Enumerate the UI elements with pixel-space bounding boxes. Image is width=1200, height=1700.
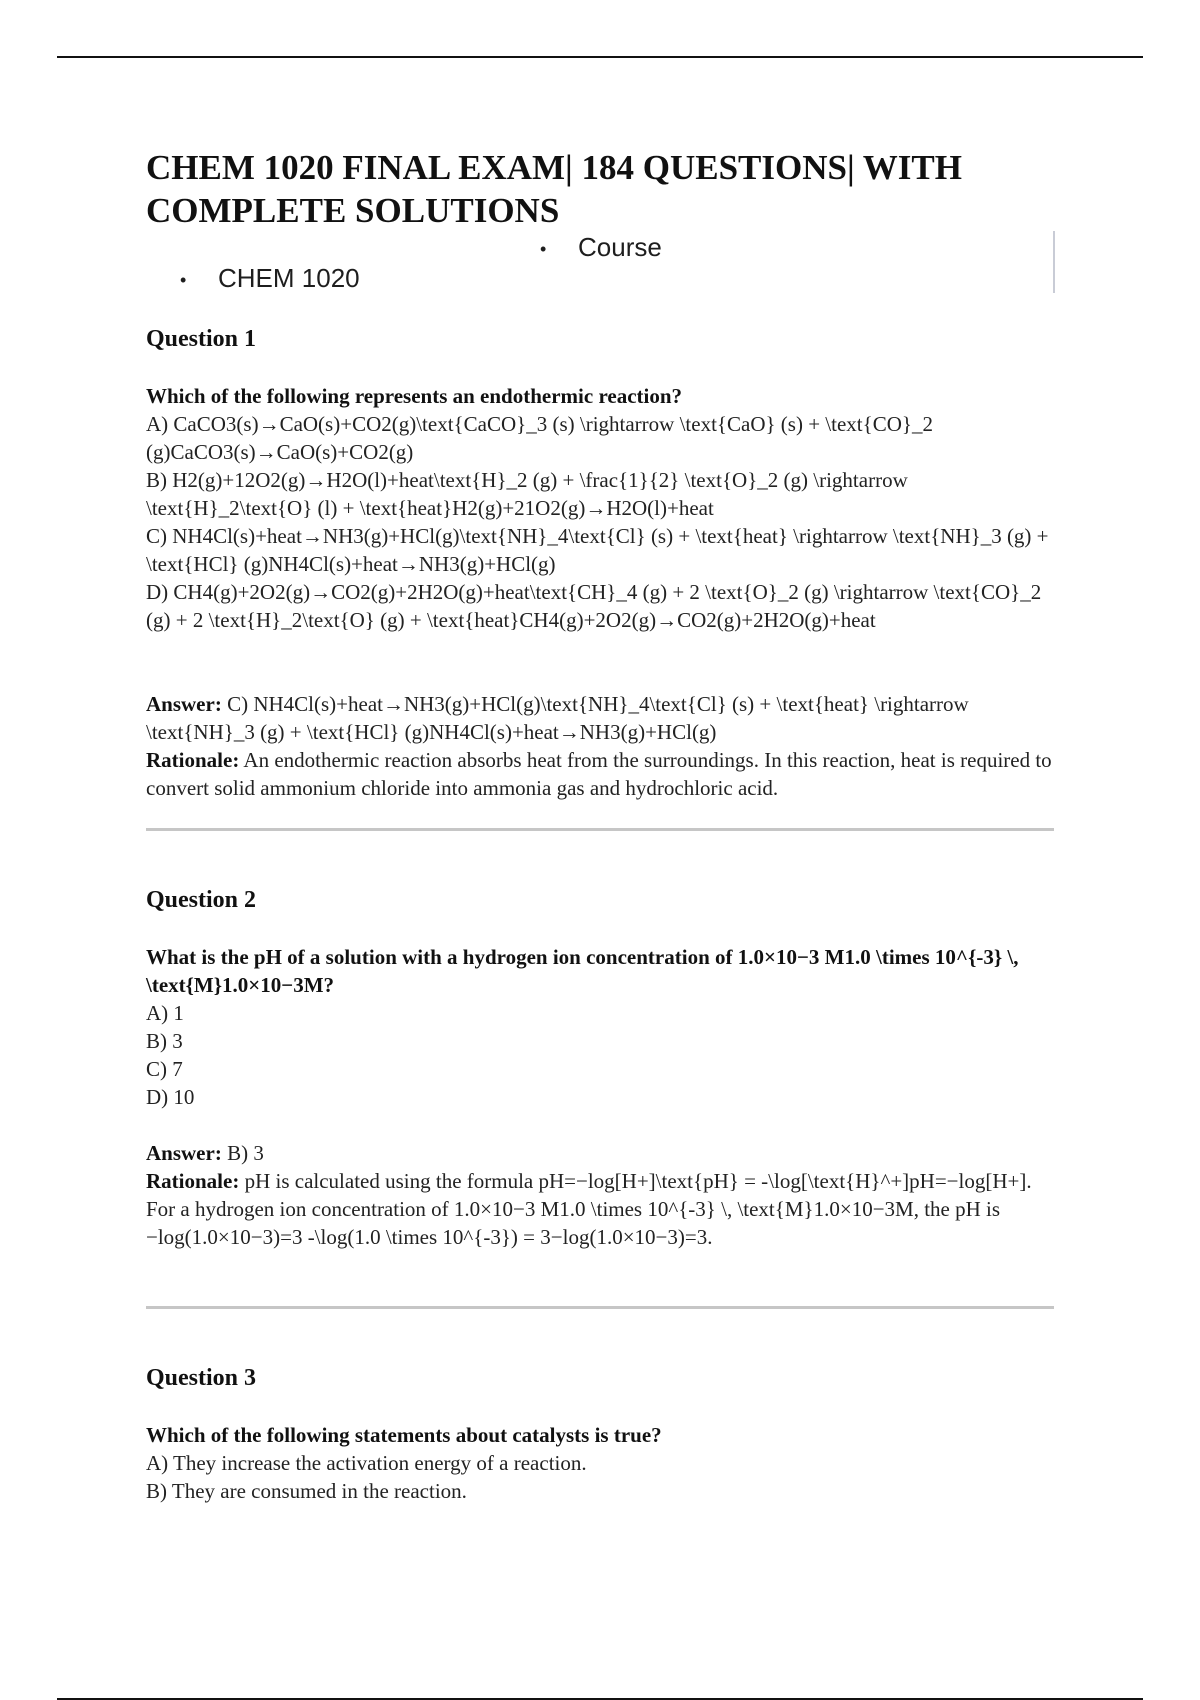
- answer-option: D) 10: [146, 1085, 195, 1109]
- course-divider: [1053, 231, 1055, 293]
- course-name: CHEM 1020: [218, 263, 360, 293]
- question-heading: Question 2: [146, 887, 257, 913]
- question-separator: [146, 1306, 1054, 1309]
- rationale-text: An endothermic reaction absorbs heat from the surroundings. In this reaction, heat is required to convert solid ammonium chloride into ammonia gas and hydrochloric acid.: [146, 748, 1052, 800]
- rationale-line: [146, 746, 1066, 802]
- course-label: Course: [578, 232, 662, 262]
- course-label-item: [540, 230, 662, 266]
- answer-section: [146, 1139, 1066, 1251]
- answer-section: [146, 690, 1066, 802]
- answer-option: A) They increase the activation energy of a reaction.: [146, 1451, 587, 1475]
- rationale-label: Rationale:: [146, 1169, 240, 1193]
- page-top-rule: [57, 56, 1143, 58]
- answer-option: B) H2(g)+12O2(g)→H2O(l)+heat\text{H}_2 (g) + \frac{1}{2} \text{O}_2 (g) \rightarrow \text{H}_2\text{O} (l) + \text{heat}H2(g)+21O2(g)→H2O(l)+heat: [146, 468, 908, 520]
- answer-label: Answer:: [146, 692, 222, 716]
- answer-option: C) NH4Cl(s)+heat→NH3(g)+HCl(g)\text{NH}_4\text{Cl} (s) + \text{heat} \rightarrow \text{NH}_3 (g) + \text{HCl} (g)NH4Cl(s)+heat→NH3(g)+HCl(g): [146, 524, 1049, 576]
- answer-option: C) 7: [146, 1057, 183, 1081]
- answer-text: C) NH4Cl(s)+heat→NH3(g)+HCl(g)\text{NH}_4\text{Cl} (s) + \text{heat} \rightarrow \text{NH}_3 (g) + \text{HCl} (g)NH4Cl(s)+heat→NH3(g)+HCl(g): [146, 692, 969, 744]
- answer-label: Answer:: [146, 1141, 222, 1165]
- answer-option: D) CH4(g)+2O2(g)→CO2(g)+2H2O(g)+heat\text{CH}_4 (g) + 2 \text{O}_2 (g) \rightarrow \text{CO}_2 (g) + 2 \text{H}_2\text{O} (g) + \text{heat}CH4(g)+2O2(g)→CO2(g)+2H2O(g)+heat: [146, 580, 1042, 632]
- rationale-text: pH is calculated using the formula pH=−log[H+]\text{pH} = -\log[\text{H}^+]pH=−log[H+]. For a hydrogen ion concentration of 1.0×10−3 M1.0 \times 10^{-3} \, \text{M}1.0×10−3M, the pH is −log(1.0×10−3)=3 -\log(1.0 \times 10^{-3}) = 3−log(1.0×10−3)=3.: [146, 1169, 1032, 1249]
- document-title: CHEM 1020 FINAL EXAM| 184 QUESTIONS| WITH COMPLETE SOLUTIONS: [146, 148, 962, 230]
- bullet-icon: •: [180, 270, 187, 291]
- answer-option: B) 3: [146, 1029, 183, 1053]
- bullet-icon: •: [540, 239, 547, 260]
- rationale-line: [146, 1167, 1066, 1251]
- answer-option: A) CaCO3(s)→CaO(s)+CO2(g)\text{CaCO}_3 (s) \rightarrow \text{CaO} (s) + \text{CO}_2 (g)CaCO3(s)→CaO(s)+CO2(g): [146, 412, 933, 464]
- question-body: [146, 943, 1066, 1111]
- question-stem: Which of the following statements about catalysts is true?: [146, 1423, 662, 1447]
- question-separator: [146, 828, 1054, 831]
- question-heading: Question 3: [146, 1365, 257, 1391]
- answer-text: B) 3: [227, 1141, 264, 1165]
- question-body: [146, 382, 1066, 634]
- answer-option: B) They are consumed in the reaction.: [146, 1479, 467, 1503]
- question-body: [146, 1421, 1066, 1505]
- answer-line: [146, 690, 1066, 746]
- question-heading: Question 1: [146, 326, 257, 352]
- answer-option: A) 1: [146, 1001, 184, 1025]
- rationale-label: Rationale:: [146, 748, 240, 772]
- course-name-item: [180, 261, 360, 297]
- answer-line: [146, 1139, 1066, 1167]
- question-stem: What is the pH of a solution with a hydrogen ion concentration of 1.0×10−3 M1.0 \times 10^{-3} \, \text{M}1.0×10−3M?: [146, 945, 1019, 997]
- question-stem: Which of the following represents an endothermic reaction?: [146, 384, 683, 408]
